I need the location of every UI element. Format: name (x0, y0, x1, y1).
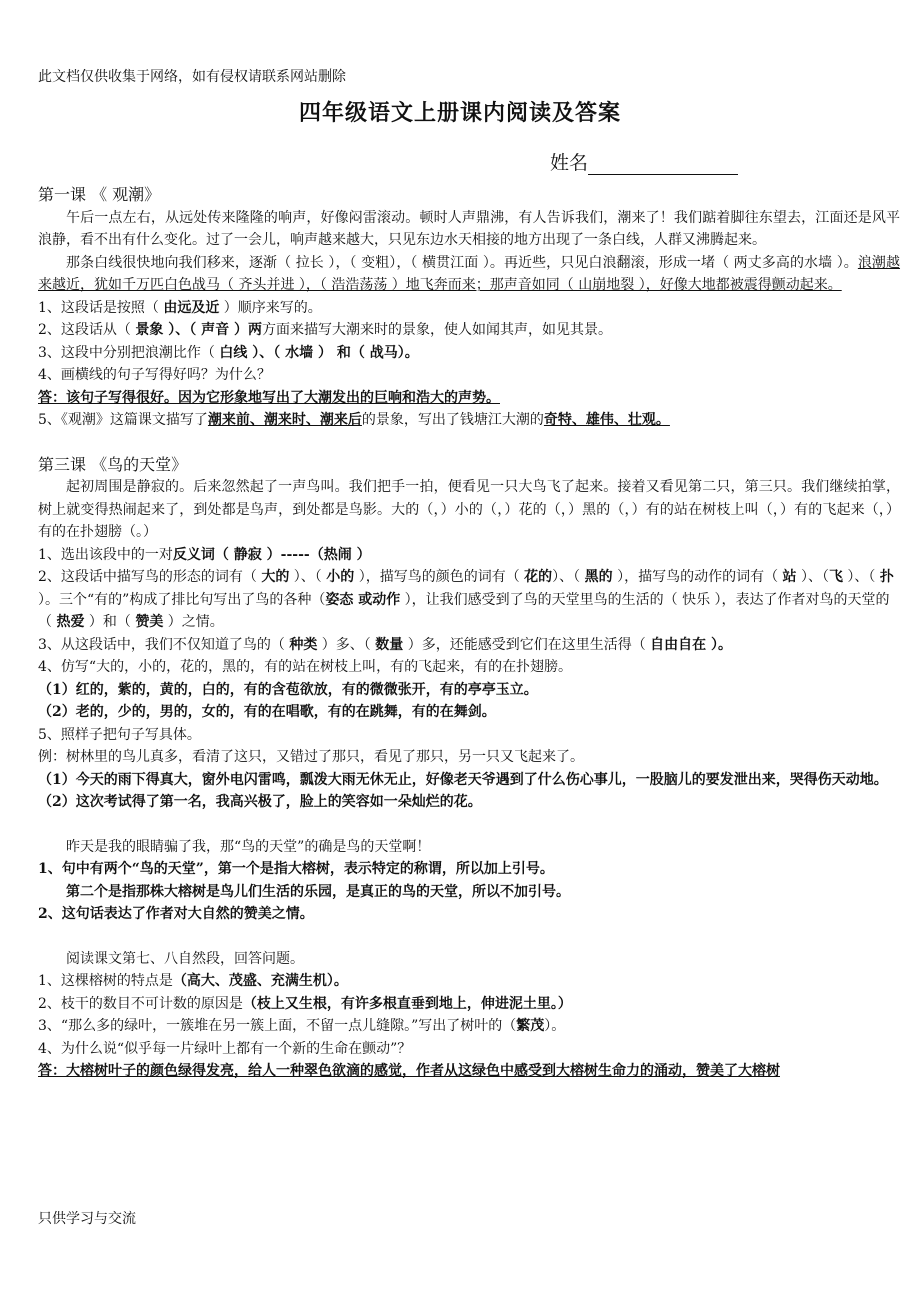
lesson3-answer-4-2: （2）老的，少的，男的，女的，有的在唱歌，有的在跳舞，有的在舞剑。 (38, 704, 496, 720)
page-title: 四年级语文上册课内阅读及答案 (298, 100, 621, 126)
answer-text: 热爱 (56, 614, 85, 630)
lesson1-question-2 (38, 319, 900, 342)
lesson3-example: 例：树林里的鸟儿真多，看清了这只，又错过了那只，看见了那只，另一只又飞起来了。 (38, 749, 584, 765)
quote-answer-1-continued: 第二个是指那株大榕树是鸟儿们生活的乐园，是真正的鸟的天堂，所以不加引号。 (66, 883, 570, 900)
question-text: 1、这段话是按照（ (38, 299, 164, 316)
reading-intro: 阅读课文第七、八自然段，回答问题。 (66, 950, 304, 967)
name-field (550, 148, 738, 175)
name-blank (588, 154, 738, 175)
lesson3-question-3 (38, 634, 900, 657)
spacer (38, 926, 900, 948)
paragraph-text: 那条白线很快地向我们移来，逐渐（ 拉长 ），（ 变粗），（ 横贯江面 ）。再近些，只见白浪翻滚，形成一堵（ 两丈多高的水墙 ）。 (66, 254, 858, 271)
quote-sentence: 昨天是我的眼睛骗了我，那“鸟的天堂”的确是鸟的天堂啊！ (66, 838, 431, 855)
question-text: ）。三个“有的”构成了排比句写出了鸟的各种（ (38, 591, 326, 608)
name-label: 姓名 (550, 152, 589, 174)
answer-text: 小的 (326, 569, 355, 585)
lesson3-answer-5-2: （2）这次考试得了第一名，我高兴极了，脸上的笑容如一朵灿烂的花。 (38, 794, 482, 810)
answer-text: 扑 (879, 569, 894, 585)
reading-question-2 (38, 993, 900, 1016)
question-text: 2、枝干的数目不可计数的原因是 (38, 995, 243, 1012)
question-text: 2、这段话中描写鸟的形态的词有（ (38, 569, 262, 585)
document-body (38, 184, 900, 1083)
reading-question-3 (38, 1015, 900, 1038)
question-text: 5、《观潮》这篇课文描写了 (38, 412, 208, 428)
lesson3-answer-4-1: （1）红的，紫的，黄的，白的，有的含苞欲放，有的微微张开，有的亭亭玉立。 (38, 681, 538, 698)
question-text: ），描写鸟的动作的词有（ (612, 569, 783, 585)
lesson3-question-1 (38, 544, 900, 567)
question-text: 3、这段中分别把浪潮比作（ (38, 344, 220, 361)
question-text: 3、从这段话中，我们不仅知道了鸟的（ (38, 636, 290, 653)
quote-answer-1: 1、句中有两个“鸟的天堂”，第一个是指大榕树，表示特定的称谓，所以加上引号。 (38, 861, 554, 877)
question-text: 方面来描写大潮来时的景象，使人如闻其声，如见其景。 (261, 322, 612, 338)
answer-text: 由远及近 (163, 299, 220, 316)
answer-text: 飞 (828, 569, 843, 585)
answer-text: 潮来前、潮来时、潮来后 (207, 412, 362, 428)
answer-text: 白线 ）、（ 水墙 ） 和（ 战马）。 (219, 344, 419, 361)
question-text: ）。 (544, 1018, 566, 1034)
question-text: ），描写鸟的颜色的词有（ (354, 569, 525, 585)
answer-text: 奇特、雄伟、壮观。 (543, 412, 670, 428)
question-text: ），让我们感受到了鸟的天堂里鸟的生活的（ 快乐 ），表达了作者对鸟的天堂的（ (38, 591, 890, 630)
lesson3-question-2 (38, 566, 900, 634)
reading-answer-4: 答：大榕树叶子的颜色绿得发亮，给人一种翠色欲滴的感觉，作者从这绿色中感受到大榕树生命力的涌动，赞美了大榕树 (38, 1063, 780, 1079)
reading-question-1 (38, 970, 900, 993)
question-text: 1、这棵榕树的特点是 (38, 973, 173, 989)
answer-text: 数量 (375, 636, 404, 653)
lesson1-question-5 (38, 409, 900, 432)
question-text: ）、（ (796, 569, 829, 585)
question-text: ）多，还能感受到它们在这里生活得（ (403, 636, 651, 653)
question-text: ）。 (706, 636, 733, 653)
underlined-sentence: 浪潮越来越近，犹如千万匹白色战马（ 齐头并进 ），（ 浩浩荡荡 ）地飞奔而来；那声音如同（ 山崩地裂 ），好像大地都被震得颤动起来。 (38, 254, 901, 293)
answer-text: （枝上又生根，有许多根直垂到地上，伸进泥土里。） (242, 995, 572, 1012)
quote-answer-2: 2、这句话表达了作者对大自然的赞美之情。 (38, 906, 314, 922)
answer-text: （高大、茂盛、充满生机）。 (172, 973, 348, 989)
question-text: ）多、（ (317, 636, 376, 653)
answer-text: 自由自在 (650, 636, 707, 653)
question-text: ）、（ (289, 569, 327, 585)
answer-text: 黑的 (584, 569, 613, 585)
lesson1-question-1 (38, 297, 900, 320)
answer-text: 大的 (261, 569, 290, 585)
lesson1-answer-4: 答：该句子写得很好。因为它形象地写出了大潮发出的巨响和浩大的声势。 (38, 389, 500, 406)
answer-text: 花的 (524, 569, 553, 585)
spacer (38, 432, 900, 454)
question-text: ）和（ (84, 614, 136, 630)
answer-text: 种类 (289, 636, 318, 653)
lesson3-answer-5-1: （1）今天的雨下得真大，窗外电闪雷鸣，瓢泼大雨无休无止，好像老天爷遇到了什么伤心事儿，一股脑儿的要发泄出来，哭得伤天动地。 (38, 771, 888, 788)
answer-text: 赞美 (135, 614, 164, 630)
question-text: ）、（ (842, 569, 880, 585)
question-text: 2、这段话从（ (38, 322, 136, 338)
footer-note: 只供学习与交流 (38, 1211, 136, 1227)
lesson1-paragraph-1: 午后一点左右，从远处传来隆隆的响声，好像闷雷滚动。顿时人声鼎沸，有人告诉我们，潮来了！我们踮着脚往东望去，江面还是风平浪静，看不出有什么变化。过了一会儿，响声越来越大，只见东边水天相接的地方出现了一条白线，人群又沸腾起来。 (38, 209, 900, 248)
lesson1-paragraph-2 (38, 252, 900, 297)
question-text: 的景象，写出了钱塘江大潮的 (361, 412, 544, 428)
answer-text: 站 (782, 569, 797, 585)
question-text: ）、（ (552, 569, 585, 585)
answer-text: 姿态 或动作 (325, 591, 401, 608)
question-text: 3、“那么多的绿叶，一簇堆在另一簇上面，不留一点儿缝隙。”写出了树叶的（ (38, 1018, 517, 1034)
answer-text: 反义词（ 静寂 ）-----（热闹 ） (172, 546, 371, 563)
lesson3-paragraph: 起初周围是静寂的。后来忽然起了一声鸟叫。我们把手一拍，便看见一只大鸟飞了起来。接着又看见第二只，第三只。我们继续拍掌，树上就变得热闹起来了，到处都是鸟声，到处都是鸟影。大的（，）小的（，）花的（，）黑的（，）有的站在树枝上叫（，）有的飞起来（，）有的在扑翅膀（。） (38, 479, 900, 540)
lesson1-question-4: 4、画横线的句子写得好吗？为什么？ (38, 367, 271, 383)
lesson1-heading: 第一课 《 观潮》 (38, 185, 161, 204)
copyright-notice: 此文档仅供收集于网络，如有侵权请联系网站删除 (38, 69, 346, 85)
question-text: 1、选出该段中的一对 (38, 546, 173, 563)
reading-question-4: 4、为什么说“似乎每一片绿叶上都有一个新的生命在颤动”？ (38, 1040, 412, 1057)
spacer (38, 814, 900, 836)
answer-text: 景象 ）、（ 声音 ）两 (135, 322, 262, 338)
question-text: ）顺序来写的。 (219, 299, 322, 316)
lesson3-question-5: 5、照样子把句子写具体。 (38, 726, 201, 743)
lesson3-heading: 第三课 《鸟的天堂》 (38, 454, 188, 474)
question-text: ）之情。 (163, 614, 224, 630)
lesson3-question-4: 4、仿写“大的，小的，花的，黑的，有的站在树枝上叫，有的飞起来，有的在扑翅膀。 (38, 659, 573, 675)
lesson1-question-3 (38, 342, 900, 365)
answer-text: 繁茂 (516, 1018, 545, 1034)
